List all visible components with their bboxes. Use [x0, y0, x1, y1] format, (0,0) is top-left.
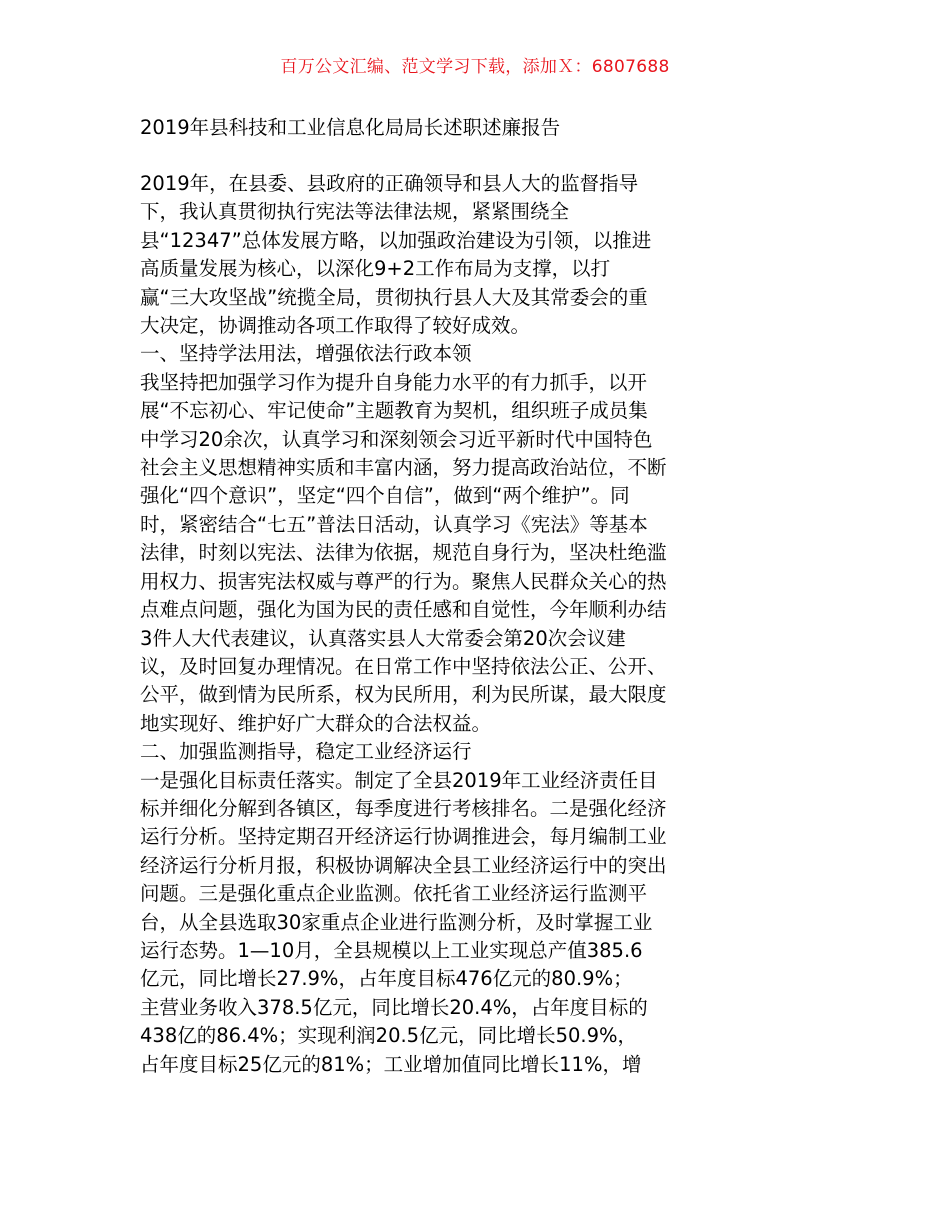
text-line: 2019年，在县委、县政府的正确领导和县人大的监督指导: [140, 172, 639, 195]
section-1-paragraph: [140, 369, 815, 738]
text-line: 中学习20余次，认真学习和深刻领会习近平新时代中国特色: [140, 427, 653, 451]
text-line: 运行分析。坚持定期召开经济运行协调推进会，每月编制工业: [140, 825, 667, 849]
text-line: 问题。三是强化重点企业监测。依托省工业经济运行监测平: [140, 882, 648, 906]
section-heading-1: 一、坚持学法用法，增强依法行政本领: [140, 342, 472, 366]
text-line: 台，从全县选取30家重点企业进行监测分析，及时掌握工业: [140, 910, 653, 934]
watermark-banner: 百万公文汇编、范文学习下载，添加Ｘ：6807688: [280, 57, 670, 77]
text-line: 高质量发展为核心，以深化9+2工作布局为支撑，以打: [140, 257, 611, 281]
intro-paragraph: [140, 170, 815, 340]
text-line: 一是强化目标责任落实。制定了全县2019年工业经济责任目: [140, 768, 658, 792]
text-line: 社会主义思想精神实质和丰富内涵，努力提高政治站位，不断: [140, 456, 667, 480]
text-line: 标并细化分解到各镇区，每季度进行考核排名。二是强化经济: [140, 796, 667, 820]
document-title: 2019年县科技和工业信息化局局长述职述廉报告: [140, 116, 561, 139]
text-line: 强化“四个意识”，坚定“四个自信”，做到“两个维护”。同: [140, 484, 630, 508]
text-line: 县“12347”总体发展方略，以加强政治建设为引领，以推进: [140, 228, 652, 252]
text-line: 展“不忘初心、牢记使命”主题教育为契机，组织班子成员集: [140, 399, 648, 423]
text-line: 时，紧密结合“七五”普法日活动，认真学习《宪法》等基本: [140, 512, 648, 536]
text-line: 下，我认真贯彻执行宪法等法律法规，紧紧围绕全: [140, 200, 570, 224]
text-line: 公平，做到情为民所系，权为民所用，利为民所谋，最大限度: [140, 683, 667, 707]
text-line: 亿元，同比增长27.9%，占年度目标476亿元的80.9%；: [140, 967, 633, 991]
text-line: 议，及时回复办理情况。在日常工作中坚持依法公正、公开、: [140, 654, 667, 678]
text-line: 运行态势。1—10月，全县规模以上工业实现总产值385.6: [140, 938, 643, 962]
text-line: 大决定，协调推动各项工作取得了较好成效。: [140, 314, 531, 338]
text-line: 地实现好、维护好广大群众的合法权益。: [140, 711, 492, 735]
section-heading-2: 二、加强监测指导，稳定工业经济运行: [140, 740, 472, 764]
text-line: 点难点问题，强化为国为民的责任感和自觉性，今年顺利办结: [140, 598, 667, 622]
text-line: 我坚持把加强学习作为提升自身能力水平的有力抓手，以开: [140, 370, 648, 394]
text-line: 3件人大代表建议，认真落实县人大常委会第20次会议建: [140, 626, 626, 650]
text-line: 经济运行分析月报，积极协调解决全县工业经济运行中的突出: [140, 853, 667, 877]
section-2-paragraph: [140, 767, 815, 1079]
text-line: 赢“三大攻坚战”统揽全局，贯彻执行县人大及其常委会的重: [140, 285, 648, 309]
text-line: 法律，时刻以宪法、法律为依据，规范自身行为，坚决杜绝滥: [140, 541, 667, 565]
document-body: [140, 113, 815, 1079]
text-line: 438亿的86.4%；实现利润20.5亿元，同比增长50.9%，: [140, 1024, 638, 1048]
text-line: 主营业务收入378.5亿元，同比增长20.4%，占年度目标的: [140, 995, 648, 1019]
text-line: 占年度目标25亿元的81%；工业增加值同比增长11%，增: [140, 1052, 642, 1076]
text-line: 用权力、损害宪法权威与尊严的行为。聚焦人民群众关心的热: [140, 569, 667, 593]
